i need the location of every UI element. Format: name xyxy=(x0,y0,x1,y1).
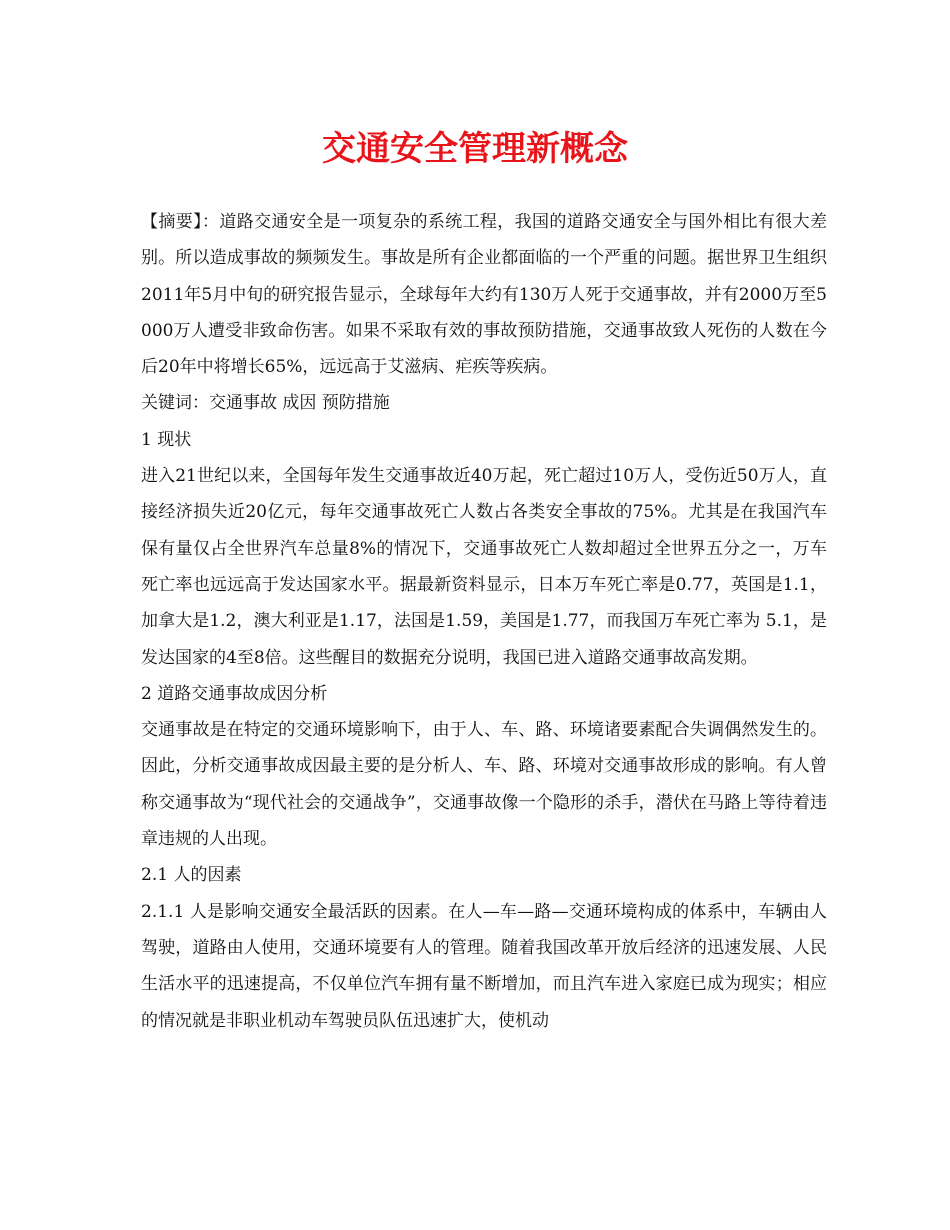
body-paragraph: 2.1.1 人是影响交通安全最活跃的因素。在人—车—路—交通环境构成的体系中，车辆由人驾驶，道路由人使用，交通环境要有人的管理。随着我国改革开放后经济的迅速发展、人民生活水平的迅速提高，不仅单位汽车拥有量不断增加，而且汽车进入家庭已成为现实；相应的情况就是非职业机动车驾驶员队伍迅速扩大，使机动 xyxy=(141,901,827,1031)
subsection-heading-2-1: 2.1 人的因素 xyxy=(141,865,242,886)
document-title: 交通安全管理新概念 xyxy=(322,129,628,169)
body-paragraph: 进入21世纪以来，全国每年发生交通事故近40万起，死亡超过10万人，受伤近50万人，直接经济损失近20亿元，每年交通事故死亡人数占各类安全事故的75%。尤其是在我国汽车保有量仅占全世界汽车总量8%的情况下，交通事故死亡人数却超过全世界五分之一，万车死亡率也远远高于发达国家水平。据最新资料显示，日本万车死亡率是0.77，英国是1.1，加拿大是1.2，澳大利亚是1.17，法国是1.59，美国是1.77，而我国万车死亡率为 5.1，是发达国家的4至8倍。这些醒目的数据充分说明，我国已进入道路交通事故高发期。 xyxy=(141,466,827,668)
keywords-line: 关键词：交通事故 成因 预防措施 xyxy=(141,393,390,414)
section-heading-1: 1 现状 xyxy=(141,429,192,450)
body-paragraph: 交通事故是在特定的交通环境影响下，由于人、车、路、环境诸要素配合失调偶然发生的。因此，分析交通事故成因最主要的是分析人、车、路、环境对交通事故形成的影响。有人曾称交通事故为“现代社会的交通战争”，交通事故像一个隐形的杀手，潜伏在马路上等待着违章违规的人出现。 xyxy=(141,720,827,850)
document-body xyxy=(141,204,827,1039)
section-heading-2: 2 道路交通事故成因分析 xyxy=(141,683,328,704)
abstract-paragraph: 【摘要】：道路交通安全是一项复杂的系统工程，我国的道路交通安全与国外相比有很大差别。所以造成事故的频频发生。事故是所有企业都面临的一个严重的问题。据世界卫生组织2011年5月中旬的研究报告显示，全球每年大约有130万人死于交通事故，并有2000万至5000万人遭受非致命伤害。如果不采取有效的事故预防措施，交通事故致人死伤的人数在今后20年中将增长65%，远远高于艾滋病、疟疾等疾病。 xyxy=(141,212,827,378)
